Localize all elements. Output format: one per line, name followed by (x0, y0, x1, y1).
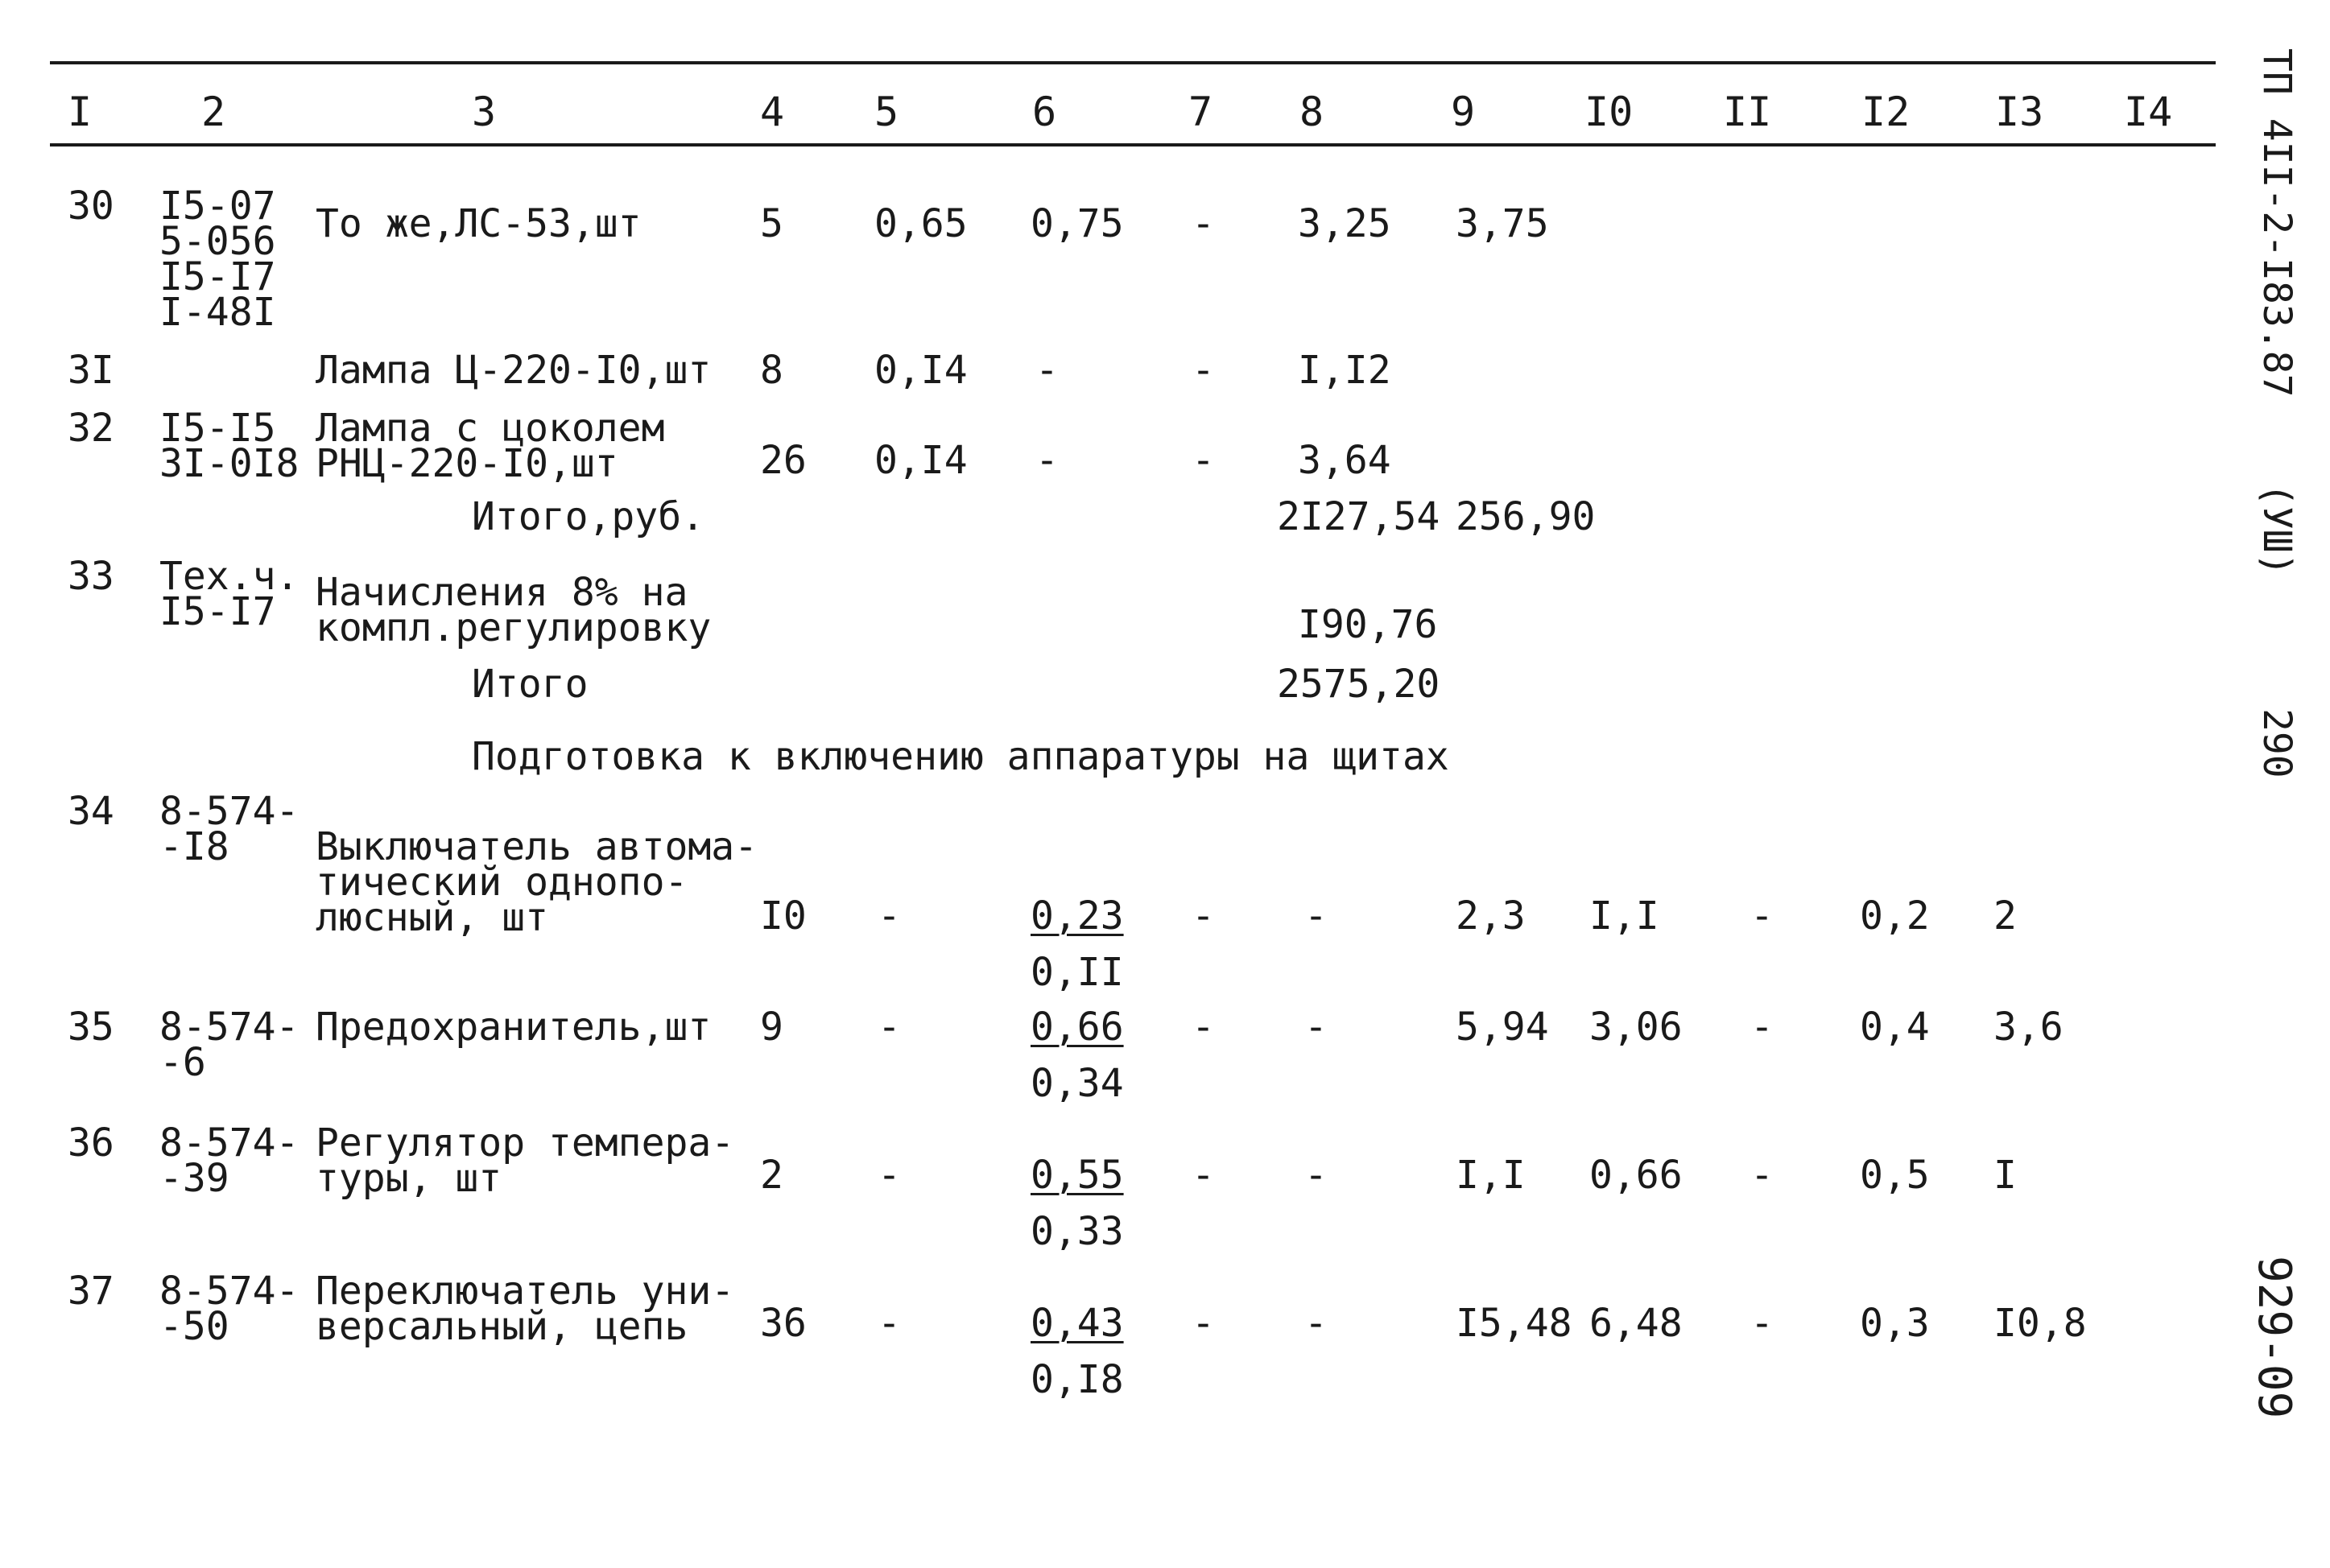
cell-col8: - (1304, 1153, 1328, 1198)
row-description-line: Предохранитель,шт (316, 1005, 712, 1050)
cell-col6-bottom: 0,34 (1031, 1061, 1124, 1106)
col-header-1: I (68, 89, 93, 135)
header-rule (50, 143, 2216, 146)
cell-col9: 5,94 (1456, 1005, 1549, 1050)
cell-col4: 2 (760, 1153, 783, 1198)
cell-col4: I0 (760, 893, 807, 939)
cell-col4: 5 (760, 201, 783, 246)
cell-col6-top: 0,66 (1031, 1005, 1124, 1050)
row-code-line: I5-I7 (159, 254, 276, 299)
row-code-line: 8-574- (159, 1269, 300, 1314)
total-label: Итого,руб. (472, 494, 704, 539)
cell-col9: I,I (1456, 1153, 1526, 1198)
col-header-10: I0 (1584, 89, 1634, 135)
row-description-line: туры, шт (316, 1156, 502, 1201)
row-code-line: 8-574- (159, 1005, 300, 1050)
margin-page-number: 290 (2254, 708, 2299, 778)
col-header-4: 4 (760, 89, 785, 135)
cell-col8: - (1304, 893, 1328, 939)
cell-col5: - (878, 1005, 901, 1050)
cell-col7: - (1192, 1005, 1215, 1050)
cell-col4: 9 (760, 1005, 783, 1050)
col-header-9: 9 (1451, 89, 1476, 135)
row-code-line: -39 (159, 1156, 229, 1201)
cell-col4: 36 (760, 1301, 807, 1346)
cell-col8: I90,76 (1298, 602, 1438, 647)
row-description: Лампа Ц-220-I0,шт (316, 348, 712, 393)
row-number: 3I (68, 348, 114, 393)
cell-col12: 0,4 (1860, 1005, 1930, 1050)
row-code-line: I5-I5 (159, 406, 276, 451)
row-description-line: Начисления 8% на (316, 570, 688, 615)
row-code-line: I5-I7 (159, 589, 276, 634)
cell-col8: I,I2 (1298, 348, 1391, 393)
cell-col8: 3,25 (1298, 201, 1391, 246)
cell-col5: - (878, 1301, 901, 1346)
cell-col6-top: 0,55 (1031, 1153, 1124, 1198)
cell-col7: - (1192, 438, 1215, 483)
cell-col9: 3,75 (1456, 201, 1549, 246)
cell-col7: - (1192, 348, 1215, 393)
cell-col8: - (1304, 1005, 1328, 1050)
col-header-5: 5 (874, 89, 899, 135)
cell-col6: 0,75 (1031, 201, 1124, 246)
row-code-line: 3I-0I8 (159, 441, 300, 486)
margin-doc-code: ТП 4II-2-I83.87 (2254, 48, 2299, 398)
row-description: То же,ЛС-53,шт (316, 201, 642, 246)
cell-col9: 2,3 (1456, 893, 1526, 939)
row-code-line: 8-574- (159, 789, 300, 834)
cell-col4: 8 (760, 348, 783, 393)
total-label: Итого (472, 662, 589, 707)
cell-col13: I0,8 (1993, 1301, 2087, 1346)
row-code-line: 8-574- (159, 1120, 300, 1166)
row-description-line: РНЦ-220-I0,шт (316, 441, 618, 486)
cell-col4: 26 (760, 438, 807, 483)
cell-col9: I5,48 (1456, 1301, 1572, 1346)
col-header-7: 7 (1188, 89, 1213, 135)
cell-col6-top: 0,43 (1031, 1301, 1124, 1346)
cell-col7: - (1192, 1153, 1215, 1198)
row-code-line: -50 (159, 1304, 229, 1349)
cell-col6-bottom: 0,II (1031, 950, 1124, 995)
cell-col10: 0,66 (1589, 1153, 1683, 1198)
row-number: 36 (68, 1120, 114, 1166)
row-code-line: I5-07 (159, 184, 276, 229)
cell-col5: 0,I4 (874, 348, 968, 393)
cell-col10: I,I (1589, 893, 1659, 939)
section-title: Подготовка к включению аппаратуры на щитах (472, 734, 1449, 779)
cell-col13: I (1993, 1153, 2017, 1198)
cell-col10: 6,48 (1589, 1301, 1683, 1346)
cell-col12: 0,3 (1860, 1301, 1930, 1346)
col-header-2: 2 (201, 89, 226, 135)
cell-col5: 0,I4 (874, 438, 968, 483)
cell-col5: - (878, 893, 901, 939)
cell-col7: - (1192, 201, 1215, 246)
cell-col11: - (1750, 1005, 1774, 1050)
margin-part: (УШ) (2254, 483, 2299, 576)
row-number: 30 (68, 184, 114, 229)
col-header-6: 6 (1032, 89, 1057, 135)
cell-col6-bottom: 0,I8 (1031, 1357, 1124, 1402)
cell-col8: - (1304, 1301, 1328, 1346)
col-header-14: I4 (2124, 89, 2173, 135)
cell-col8: 2I27,54 (1277, 494, 1440, 539)
row-description-line: Лампа с цоколем (316, 406, 665, 451)
cell-col7: - (1192, 1301, 1215, 1346)
row-description-line: компл.регулировку (316, 605, 712, 650)
cell-col12: 0,5 (1860, 1153, 1930, 1198)
row-description-line: люсный, шт (316, 895, 548, 940)
cell-col12: 0,2 (1860, 893, 1930, 939)
cell-col11: - (1750, 893, 1774, 939)
col-header-13: I3 (1995, 89, 2044, 135)
row-description-line: Переключатель уни- (316, 1269, 735, 1314)
row-code-line: Тех.ч. (159, 554, 300, 599)
cell-col6-bottom: 0,33 (1031, 1209, 1124, 1254)
cell-col10: 3,06 (1589, 1005, 1683, 1050)
cell-col6: - (1035, 348, 1059, 393)
cell-col6-top: 0,23 (1031, 893, 1124, 939)
cell-col7: - (1192, 893, 1215, 939)
cell-col13: 2 (1993, 893, 2017, 939)
row-description-line: версальный, цепь (316, 1304, 688, 1349)
cell-col9: 256,90 (1456, 494, 1596, 539)
cell-col13: 3,6 (1993, 1005, 2064, 1050)
cell-col5: - (878, 1153, 901, 1198)
cell-col6: - (1035, 438, 1059, 483)
row-description-line: тический однопо- (316, 860, 688, 905)
cell-col8: 3,64 (1298, 438, 1391, 483)
col-header-8: 8 (1299, 89, 1324, 135)
top-rule (50, 61, 2216, 64)
row-description-line: Выключатель автома- (316, 824, 758, 869)
row-number: 35 (68, 1005, 114, 1050)
row-number: 33 (68, 554, 114, 599)
row-code-line: -I8 (159, 824, 229, 869)
col-header-3: 3 (472, 89, 497, 135)
col-header-12: I2 (1861, 89, 1911, 135)
row-number: 32 (68, 406, 114, 451)
row-description-line: Регулятор темпера- (316, 1120, 735, 1166)
row-number: 34 (68, 789, 114, 834)
row-code-line: 5-056 (159, 219, 276, 264)
row-number: 37 (68, 1269, 114, 1314)
cell-col11: - (1750, 1153, 1774, 1198)
cell-col5: 0,65 (874, 201, 968, 246)
cell-col8: 2575,20 (1277, 662, 1440, 707)
row-code-line: I-48I (159, 290, 276, 335)
row-code-line: -6 (159, 1040, 206, 1085)
margin-archive-number: 929-09 (2248, 1256, 2300, 1419)
cell-col11: - (1750, 1301, 1774, 1346)
col-header-11: II (1723, 89, 1772, 135)
